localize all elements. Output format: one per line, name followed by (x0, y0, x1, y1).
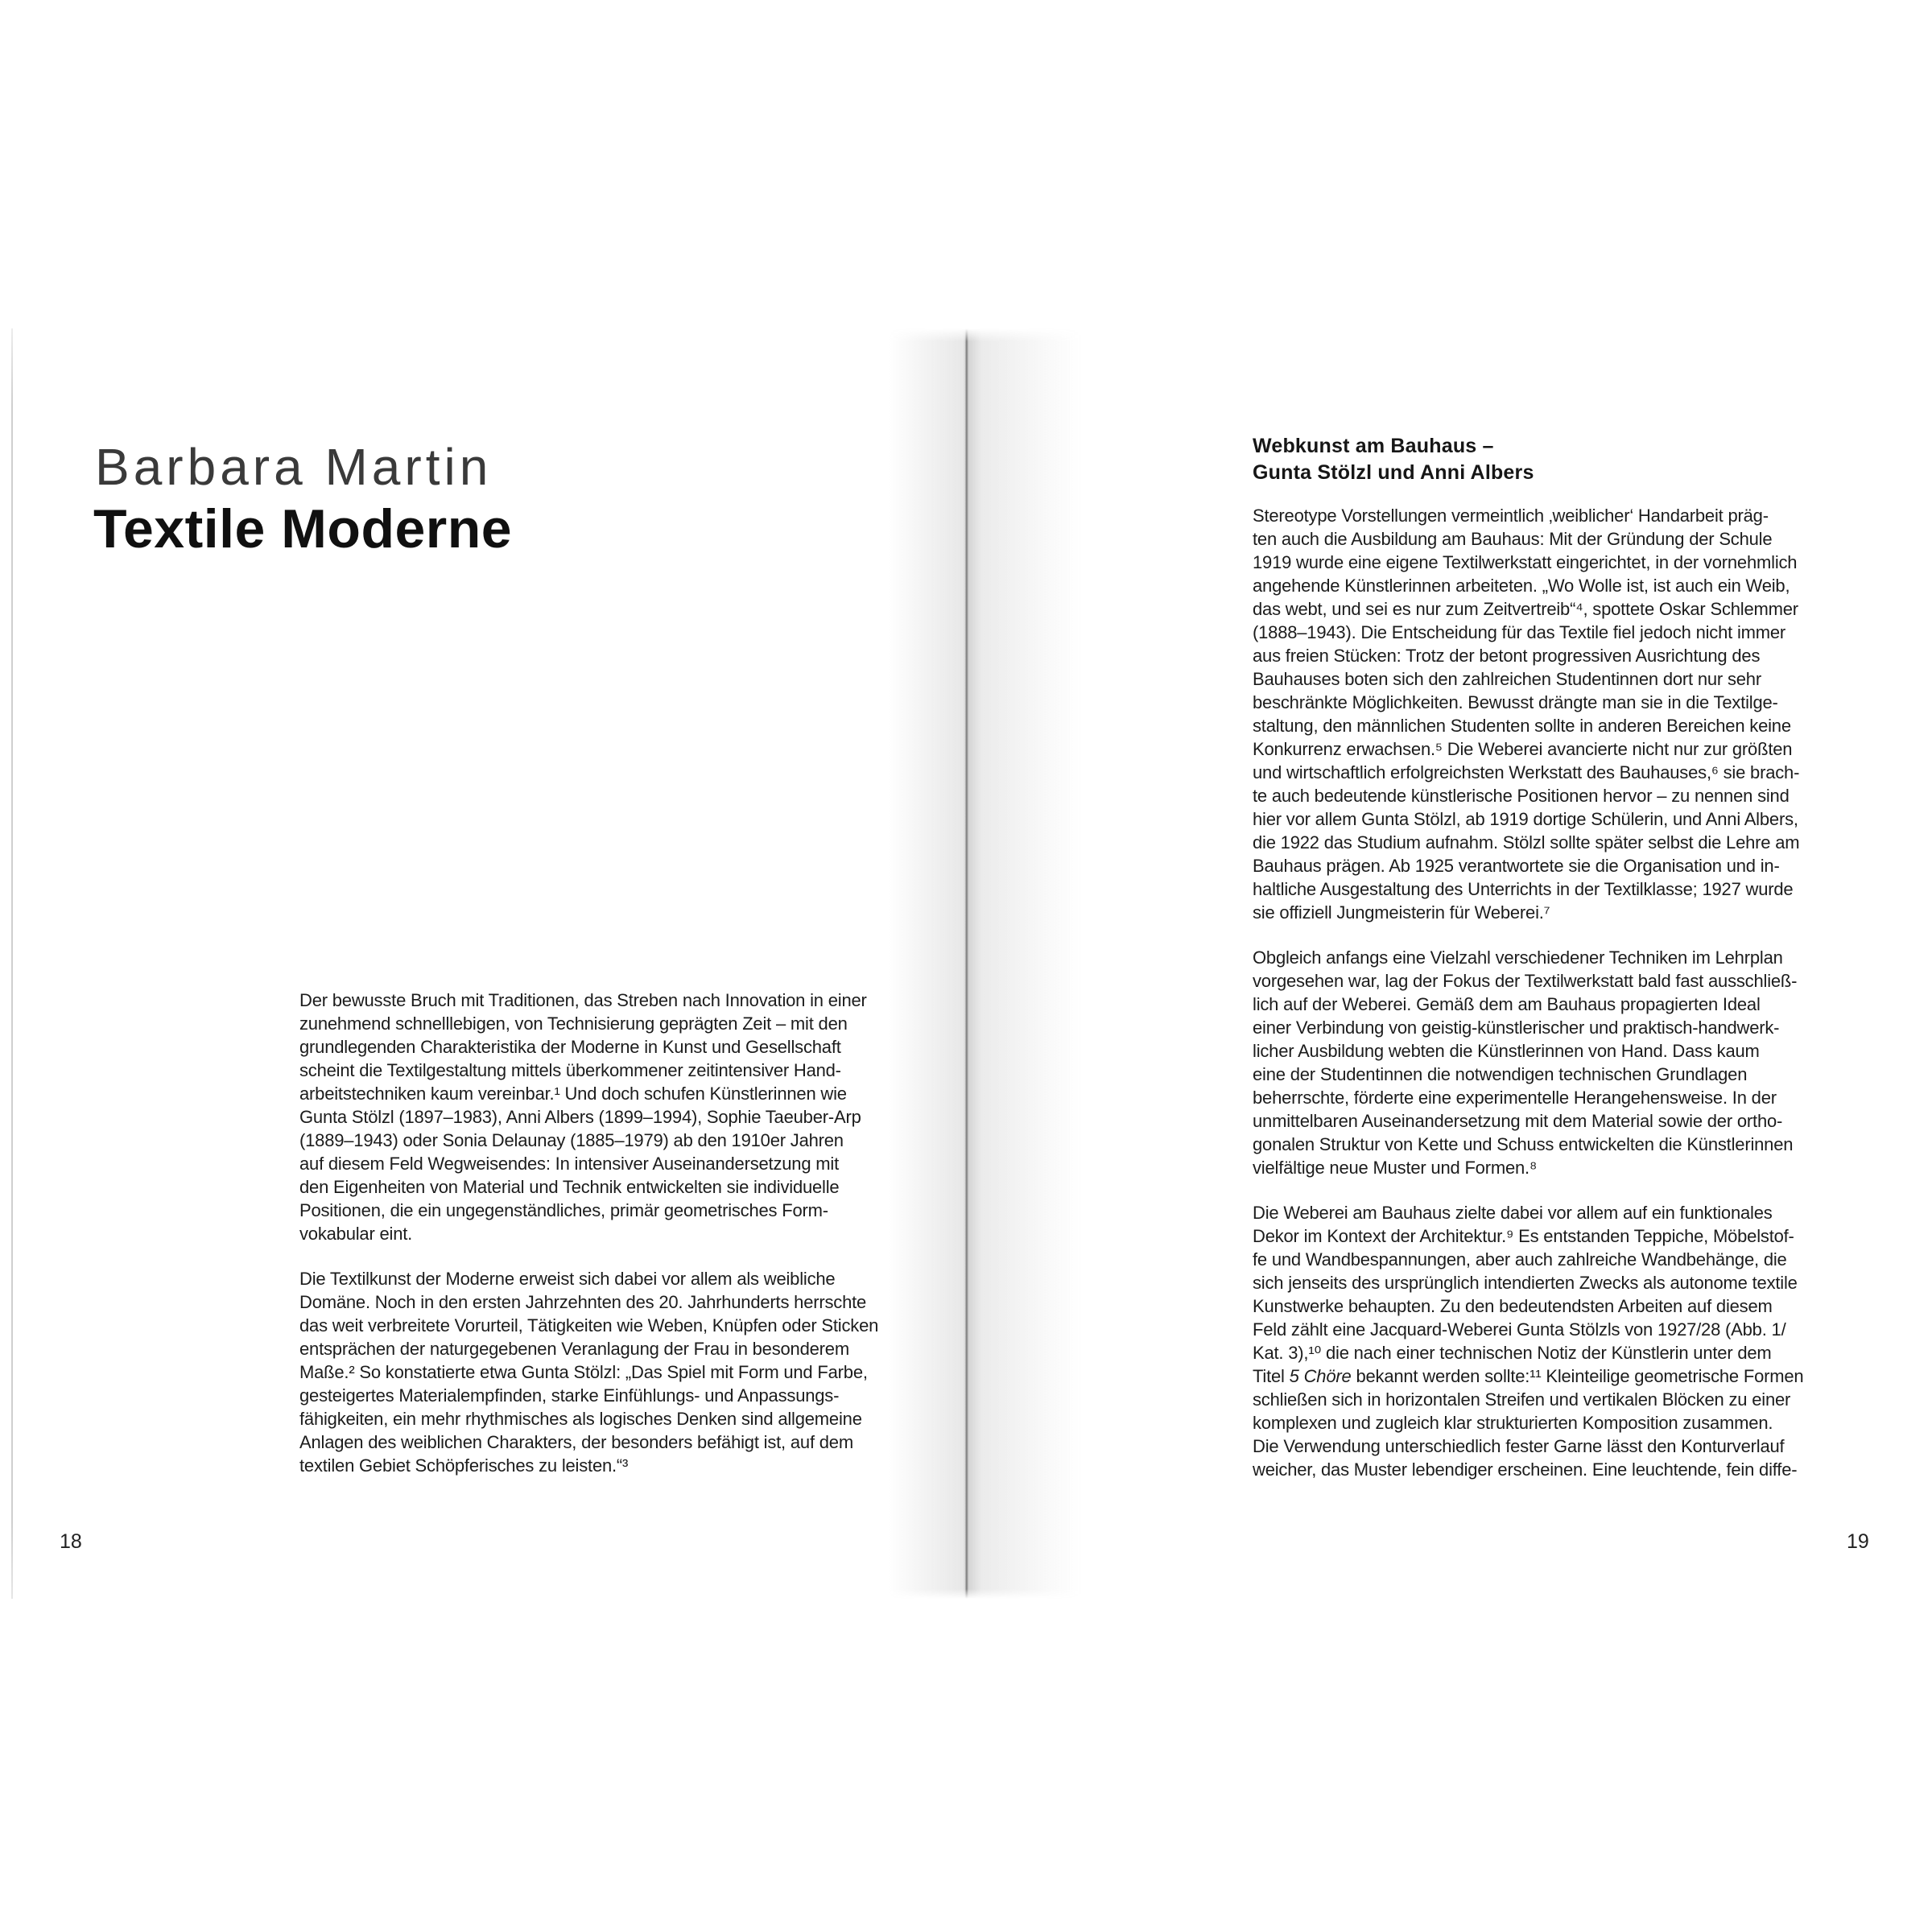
author-name: Barbara Martin (95, 438, 493, 496)
left-page-body-text (299, 989, 935, 1499)
paragraph: Obgleich anfangs eine Vielzahl verschiedener Techniken im Lehrplan vorgesehen war, lag der Fokus der Textilwerkstatt bald fast ausschließ- lich auf der Weberei. Gemäß dem am Bauhaus propagierten Ideal einer Verbindung von geistig-künstlerischer und praktisch-handwerk- licher Ausbildung webten die Künstlerinnen von Hand. Dass kaum eine der Studentinnen die notwendigen technischen Grundlagen beherrschte, förderte eine experimentelle Herangehensweise. In der unmittelbaren Auseinandersetzung mit dem Material sowie der ortho- gonalen Struktur von Kette und Schuss entwickelten die Künstlerinnen vielfältige neue Muster und Formen.⁸ (1253, 947, 1798, 1178)
section-heading: Webkunst am Bauhaus – Gunta Stölzl und Anni Albers (1253, 435, 1534, 484)
paragraph: Der bewusste Bruch mit Traditionen, das Streben nach Innovation in einer zunehmend schnelllebigen, von Technisierung geprägten Zeit – mit den grundlegenden Charakteristika der Moderne in Kunst und Gesellschaft scheint die Textilgestaltung mittels überkommener zeitintensiver Hand- arbeitstechniken kaum vereinbar.¹ Und doch schufen Künstlerinnen wie Gunta Stölzl (1897–1983), Anni Albers (1899–1994), Sophie Taeuber-Arp (1889–1943) oder Sonia Delaunay (1885–1979) ab den 1910er Jahren auf diesem Feld Wegweisendes: In intensiver Auseinandersetzung mit den Eigenheiten von Material und Technik entwickelten sie individuelle Positionen, die ein ungegenständliches, primär geometrisches Form- vokabular eint. (299, 990, 867, 1244)
page-title: Textile Moderne (93, 498, 513, 559)
paragraph: Die Textilkunst der Moderne erweist sich dabei vor allem als weibliche Domäne. Noch in den ersten Jahrzehnten des 20. Jahrhunderts herrschte das weit verbreitete Vorurteil, Tätigkeiten wie Weben, Knüpfen oder Sticken entsprächen der naturgegebenen Veranlagung der Frau in besonderem Maße.² So konstatierte etwa Gunta Stölzl: „Das Spiel mit Form und Farbe, gesteigertes Materialempfinden, starke Einfühlungs- und Anpassungs- fähigkeiten, ein mehr rhythmisches als logisches Denken sind allgemeine Anlagen des weiblichen Charakters, der besonders befähigt ist, auf dem textilen Gebiet Schöpferisches zu leisten.“³ (299, 1269, 879, 1476)
paragraph: Stereotype Vorstellungen vermeintlich ‚weiblicher‘ Handarbeit präg- ten auch die Ausbildung am Bauhaus: Mit der Gründung der Schule 1919 wurde eine eigene Textilwerkstatt eingerichtet, in der vornehmlich angehende Künstlerinnen arbeiteten. „Wo Wolle ist, ist auch ein Weib, das webt, und sei es nur zum Zeitvertreib“⁴, spottete Oskar Schlemmer (1888–1943). Die Entscheidung für das Textile fiel jedoch nicht immer aus freien Stücken: Trotz der betont progressiven Ausrichtung des Bauhauses boten sich den zahlreichen Studentinnen dort nur sehr beschränkte Möglichkeiten. Bewusst drängte man sie in die Textilge- staltung, den männlichen Studenten sollte in anderen Bereichen keine Konkurrenz erwachsen.⁵ Die Weberei avancierte nicht nur zur größten und wirtschaftlich erfolgreichsten Werkstatt des Bauhauses,⁶ sie brach- te auch bedeutende künstlerische Positionen hervor – zu nennen sind hier vor allem Gunta Stölzl, ab 1919 dortige Schülerin, und Anni Albers, die 1922 das Studium aufnahm. Stölzl sollte später selbst die Lehre am Bauhaus prägen. Ab 1925 verantwortete sie die Organisation und in- haltliche Ausgestaltung des Unterrichts in der Textilklasse; 1927 wurde sie offiziell Jungmeisterin für Weberei.⁷ (1253, 506, 1800, 923)
right-page-body-text (1253, 504, 1897, 1503)
page-number-left: 18 (60, 1530, 82, 1553)
page-number-right: 19 (1847, 1530, 1869, 1553)
left-page-edge-line (11, 328, 13, 1599)
paragraph: Die Weberei am Bauhaus zielte dabei vor allem auf ein funktionales Dekor im Kontext der Architektur.⁹ Es entstanden Teppiche, Möbelstof- fe und Wandbespannungen, aber auch zahlreiche Wandbehänge, die sich jenseits des ursprünglich intendierten Zwecks als autonome textile Kunstwerke behaupten. Zu den bedeutendsten Arbeiten auf diesem Feld zählt eine Jacquard-Weberei Gunta Stölzls von 1927/28 (Abb. 1/ Kat. 3),¹⁰ die nach einer technischen Notiz der Künstlerin unter dem Titel 5 Chöre bekannt werden sollte:¹¹ Kleinteilige geometrische Formen schließen sich in horizontalen Streifen und vertikalen Blöcken zu einer komplexen und zugleich klar strukturierten Komposition zusammen. Die Verwendung unterschiedlich fester Garne lässt den Konturverlauf weicher, das Muster lebendiger erscheinen. Eine leuchtende, fein diffe- (1253, 1203, 1804, 1480)
